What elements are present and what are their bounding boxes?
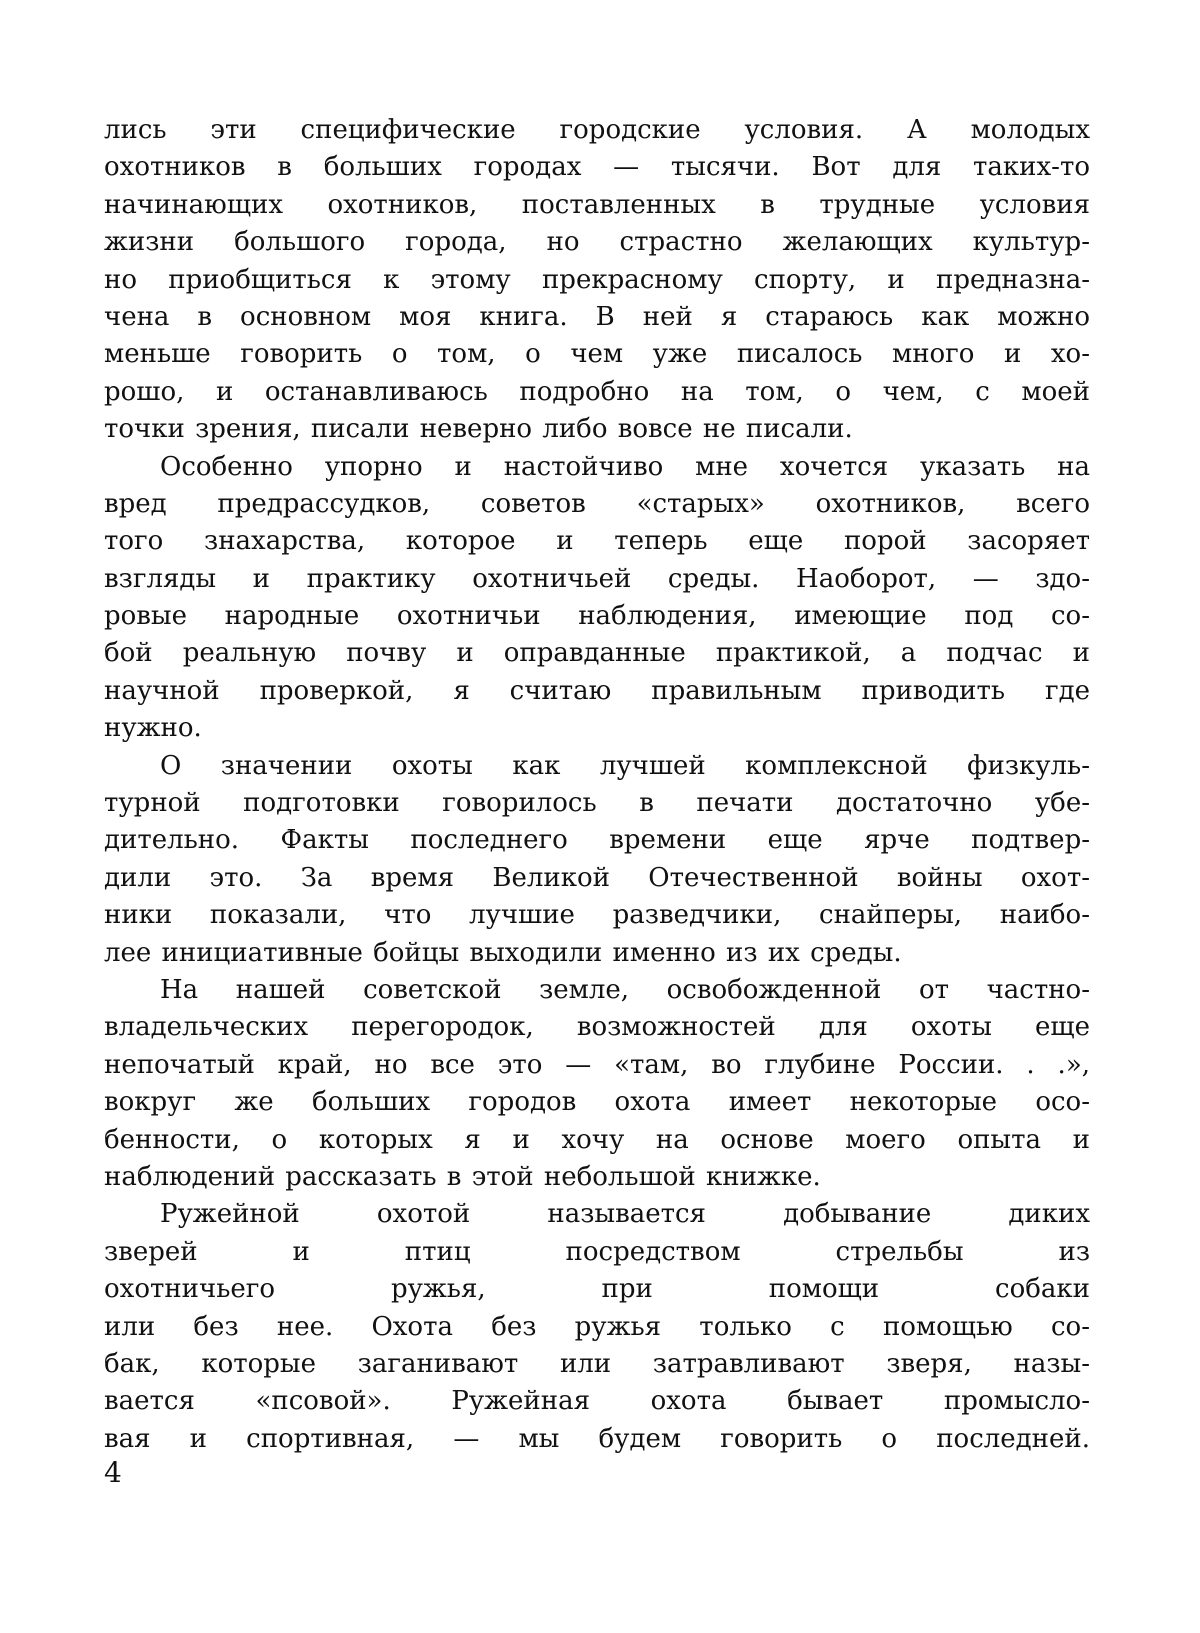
text-line: охотничьего ружья, при помощи собаки	[104, 1274, 1090, 1305]
text-line: дили это. За время Великой Отечественной войны охот-	[104, 862, 1090, 893]
text-line: вая и спортивная, — мы будем говорить о последней.	[104, 1423, 1090, 1454]
paragraph-3	[104, 748, 1090, 972]
text-line: зверей и птиц посредством стрельбы из	[104, 1236, 1090, 1267]
text-line: ровые народные охотничьи наблюдения, имеющие под со-	[104, 601, 1090, 632]
text-line: непочатый край, но все это — «там, во глубине России. . .»,	[104, 1049, 1090, 1080]
text-line: жизни большого города, но страстно желающих культур-	[104, 227, 1090, 258]
text-line: Особенно упорно и настойчиво мне хочется указать на	[160, 451, 1090, 482]
paragraph-4	[104, 972, 1090, 1196]
text-line: вред предрассудков, советов «старых» охотников, всего	[104, 488, 1090, 519]
text-line: владельческих перегородок, возможностей для охоты еще	[104, 1012, 1090, 1043]
paragraph-2	[104, 449, 1090, 748]
text-line: лись эти специфические городские условия. А молодых	[104, 115, 1090, 145]
paragraph-5	[104, 1196, 1090, 1458]
text-line: турной подготовки говорилось в печати достаточно убе-	[104, 788, 1090, 819]
text-line: меньше говорить о том, о чем уже писалось много и хо-	[104, 339, 1090, 370]
text-line: чена в основном моя книга. В ней я стараюсь как можно	[104, 301, 1090, 332]
text-line: но приобщиться к этому прекрасному спорту, и предназна-	[104, 264, 1090, 295]
text-line: На нашей советской земле, освобожденной от частно-	[160, 974, 1090, 1005]
text-line: или без нее. Охота без ружья только с помощью со-	[104, 1311, 1090, 1342]
text-line: рошо, и останавливаюсь подробно на том, о чем, с моей	[104, 376, 1090, 407]
text-line: точки зрения, писали неверно либо вовсе не писали.	[104, 414, 853, 445]
text-line: охотников в больших городах — тысячи. Вот для таких-то	[104, 152, 1090, 183]
text-line: бак, которые заганивают или затравливают зверя, назы-	[104, 1348, 1090, 1379]
text-line: О значении охоты как лучшей комплексной физкуль-	[160, 750, 1090, 781]
text-line: научной проверкой, я считаю правильным приводить где	[104, 675, 1090, 706]
text-line: начинающих охотников, поставленных в трудные условия	[104, 189, 1090, 220]
text-line: ники показали, что лучшие разведчики, снайперы, наибо-	[104, 900, 1090, 931]
text-line: взгляды и практику охотничьей среды. Наоборот, — здо-	[104, 563, 1090, 594]
text-line: бой реальную почву и оправданные практикой, а подчас и	[104, 638, 1090, 669]
page-text	[104, 112, 1090, 1458]
text-line: вокруг же больших городов охота имеет некоторые осо-	[104, 1087, 1090, 1118]
text-line: вается «псовой». Ружейная охота бывает промысло-	[104, 1386, 1090, 1417]
text-line: лее инициативные бойцы выходили именно из их среды.	[104, 937, 902, 968]
page-number: 4	[104, 1456, 122, 1489]
text-line: бенности, о которых я и хочу на основе моего опыта и	[104, 1124, 1090, 1155]
paragraph-1	[104, 112, 1090, 449]
text-line: нужно.	[104, 713, 202, 744]
text-line: Ружейной охотой называется добывание диких	[160, 1199, 1090, 1230]
text-line: дительно. Факты последнего времени еще ярче подтвер-	[104, 825, 1090, 856]
text-line: наблюдений рассказать в этой небольшой книжке.	[104, 1161, 821, 1192]
text-line: того знахарства, которое и теперь еще порой засоряет	[104, 526, 1090, 557]
